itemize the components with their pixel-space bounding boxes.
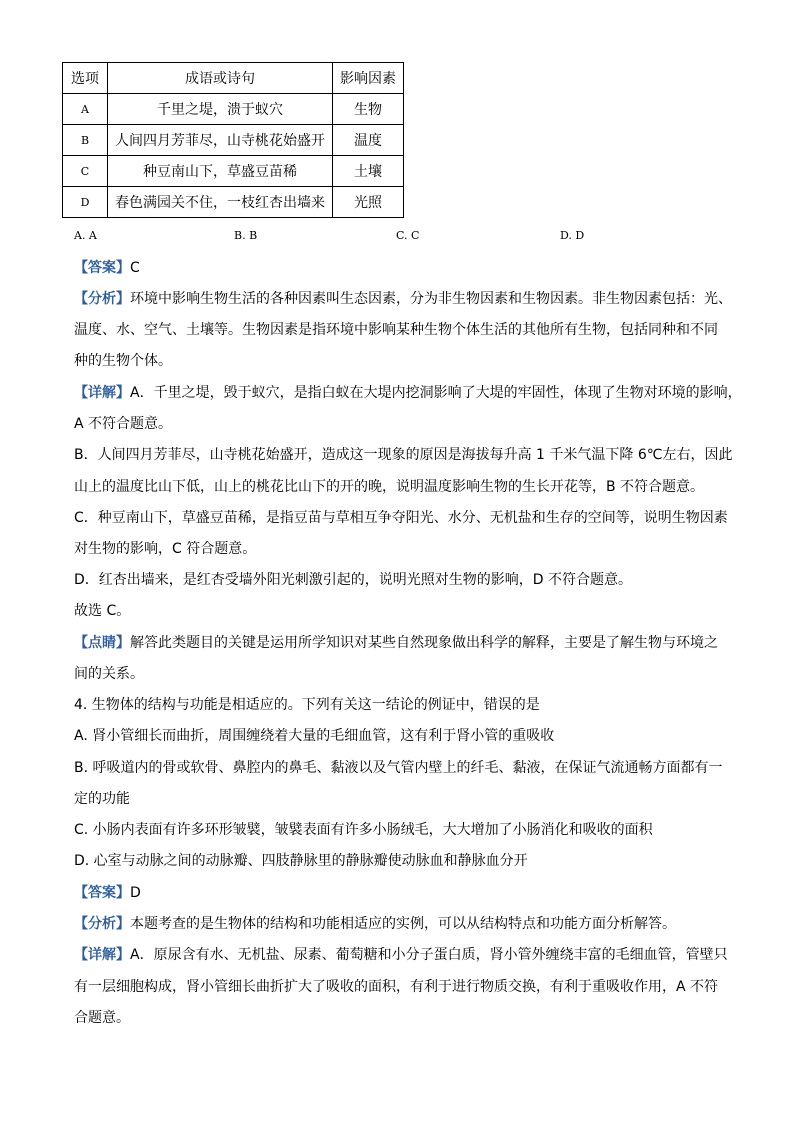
table-cell-factor: 土壤 [333,156,404,187]
table-row [63,94,404,125]
q4-option-c: C. 小肠内表面有许多环形皱襞，皱襞表面有许多小肠绒毛，大大增加了小肠消化和吸收的面积 [74,822,653,838]
q3-detail-line: C．种豆南山下，草盛豆苗稀，是指豆苗与草相互争夺阳光、水分、无机盐和生存的空间等，说明生物因素 [74,510,728,526]
answer-value: C [130,260,140,276]
choice-d: D. D [560,229,585,242]
q3-detail-line: 山上的温度比山下低，山上的桃花比山下的开的晚，说明温度影响生物的生长开花等，B 不符合题意。 [74,479,705,495]
q3-detail-line: D．红杏出墙来，是红杏受墙外阳光刺激引起的，说明光照对生物的影响，D 不符合题意。 [74,572,633,588]
table-cell-option: B [63,125,108,156]
choice-b: B. B [234,229,258,242]
choice-c: C. C [396,229,420,242]
table-cell-option: D [63,187,108,218]
analysis-text: 本题考查的是生物体的结构和功能相适应的实例，可以从结构特点和功能方面分析解答。 [130,916,676,932]
table-cell-text: 千里之堤，溃于蚁穴 [108,94,333,125]
q4-option-a: A. 肾小管细长而曲折，周围缠绕着大量的毛细血管，这有利于肾小管的重吸收 [74,728,555,744]
comment-text: 解答此类题目的关键是运用所学知识对某些自然现象做出科学的解释，主要是了解生物与环境之 [130,635,718,651]
q3-detail-line: A 不符合题意。 [74,416,173,432]
answer-value: D [130,885,141,901]
analysis-tag: 【分析】 [74,916,130,932]
table-header-row [63,63,404,94]
detail-text: A．原尿含有水、无机盐、尿素、葡萄糖和小分子蛋白质，肾小管外缠绕丰富的毛细血管，管壁只 [130,947,728,963]
q4-analysis [74,916,676,932]
q3-comment-line: 间的关系。 [74,666,144,682]
table-row [63,187,404,218]
table-cell-text: 春色满园关不住，一枝红杏出墙来 [108,187,333,218]
q4-detail-line: 有一层细胞构成，肾小管细长曲折扩大了吸收的面积，有利于进行物质交换，有利于重吸收作用，A 不符 [74,979,719,995]
q3-analysis-line [74,291,732,307]
q3-analysis-line: 种的生物个体。 [74,353,172,369]
table-cell-factor: 光照 [333,187,404,218]
q4-answer [74,885,141,901]
detail-tag: 【详解】 [74,385,130,401]
choice-a: A. A [74,229,97,242]
q3-detail-line: 对生物的影响，C 符合题意。 [74,541,257,557]
table-cell-option: C [63,156,108,187]
q4-option-d: D. 心室与动脉之间的动脉瓣、四肢静脉里的静脉瓣使动脉血和静脉血分开 [74,853,528,869]
detail-text: A．千里之堤，毁于蚁穴，是指白蚁在大堤内挖洞影响了大堤的牢固性，体现了生物对环境的影响， [130,385,742,401]
answer-tag: 【答案】 [74,885,130,901]
question-table [62,62,404,218]
q3-detail-line: B．人间四月芳菲尽，山寺桃花始盛开，造成这一现象的原因是海拔每升高 1 千米气温下降 6℃左右，因此 [74,447,733,463]
comment-tag: 【点睛】 [74,635,130,651]
analysis-text: 环境中影响生物生活的各种因素叫生态因素，分为非生物因素和生物因素。非生物因素包括：光、 [130,291,732,307]
q3-analysis-line: 温度、水、空气、土壤等。生物因素是指环境中影响某种生物个体生活的其他所有生物，包括同种和不同 [74,322,718,338]
table-header: 选项 [63,63,108,94]
q4-detail-line: 合题意。 [74,1010,130,1026]
q3-comment-line [74,635,718,651]
q4-option-b: B. 呼吸道内的骨或软骨、鼻腔内的鼻毛、黏液以及气管内壁上的纤毛、黏液，在保证气流通畅方面都有一 [74,760,723,776]
analysis-tag: 【分析】 [74,291,130,307]
answer-tag: 【答案】 [74,260,130,276]
table-cell-factor: 生物 [333,94,404,125]
q4-stem: 4. 生物体的结构与功能是相适应的。下列有关这一结论的例证中，错误的是 [74,697,540,713]
answer-choices [0,229,794,245]
detail-tag: 【详解】 [74,947,130,963]
q3-conclusion: 故选 C。 [74,603,131,619]
q4-detail-line [74,947,728,963]
q3-answer [74,260,140,276]
table-cell-text: 种豆南山下，草盛豆苗稀 [108,156,333,187]
q4-option-b-cont: 定的功能 [74,791,130,807]
table-cell-factor: 温度 [333,125,404,156]
table-cell-text: 人间四月芳菲尽，山寺桃花始盛开 [108,125,333,156]
table-header: 影响因素 [333,63,404,94]
table-row [63,156,404,187]
q3-detail-line [74,385,742,401]
table-cell-option: A [63,94,108,125]
table-header: 成语或诗句 [108,63,333,94]
table-row [63,125,404,156]
